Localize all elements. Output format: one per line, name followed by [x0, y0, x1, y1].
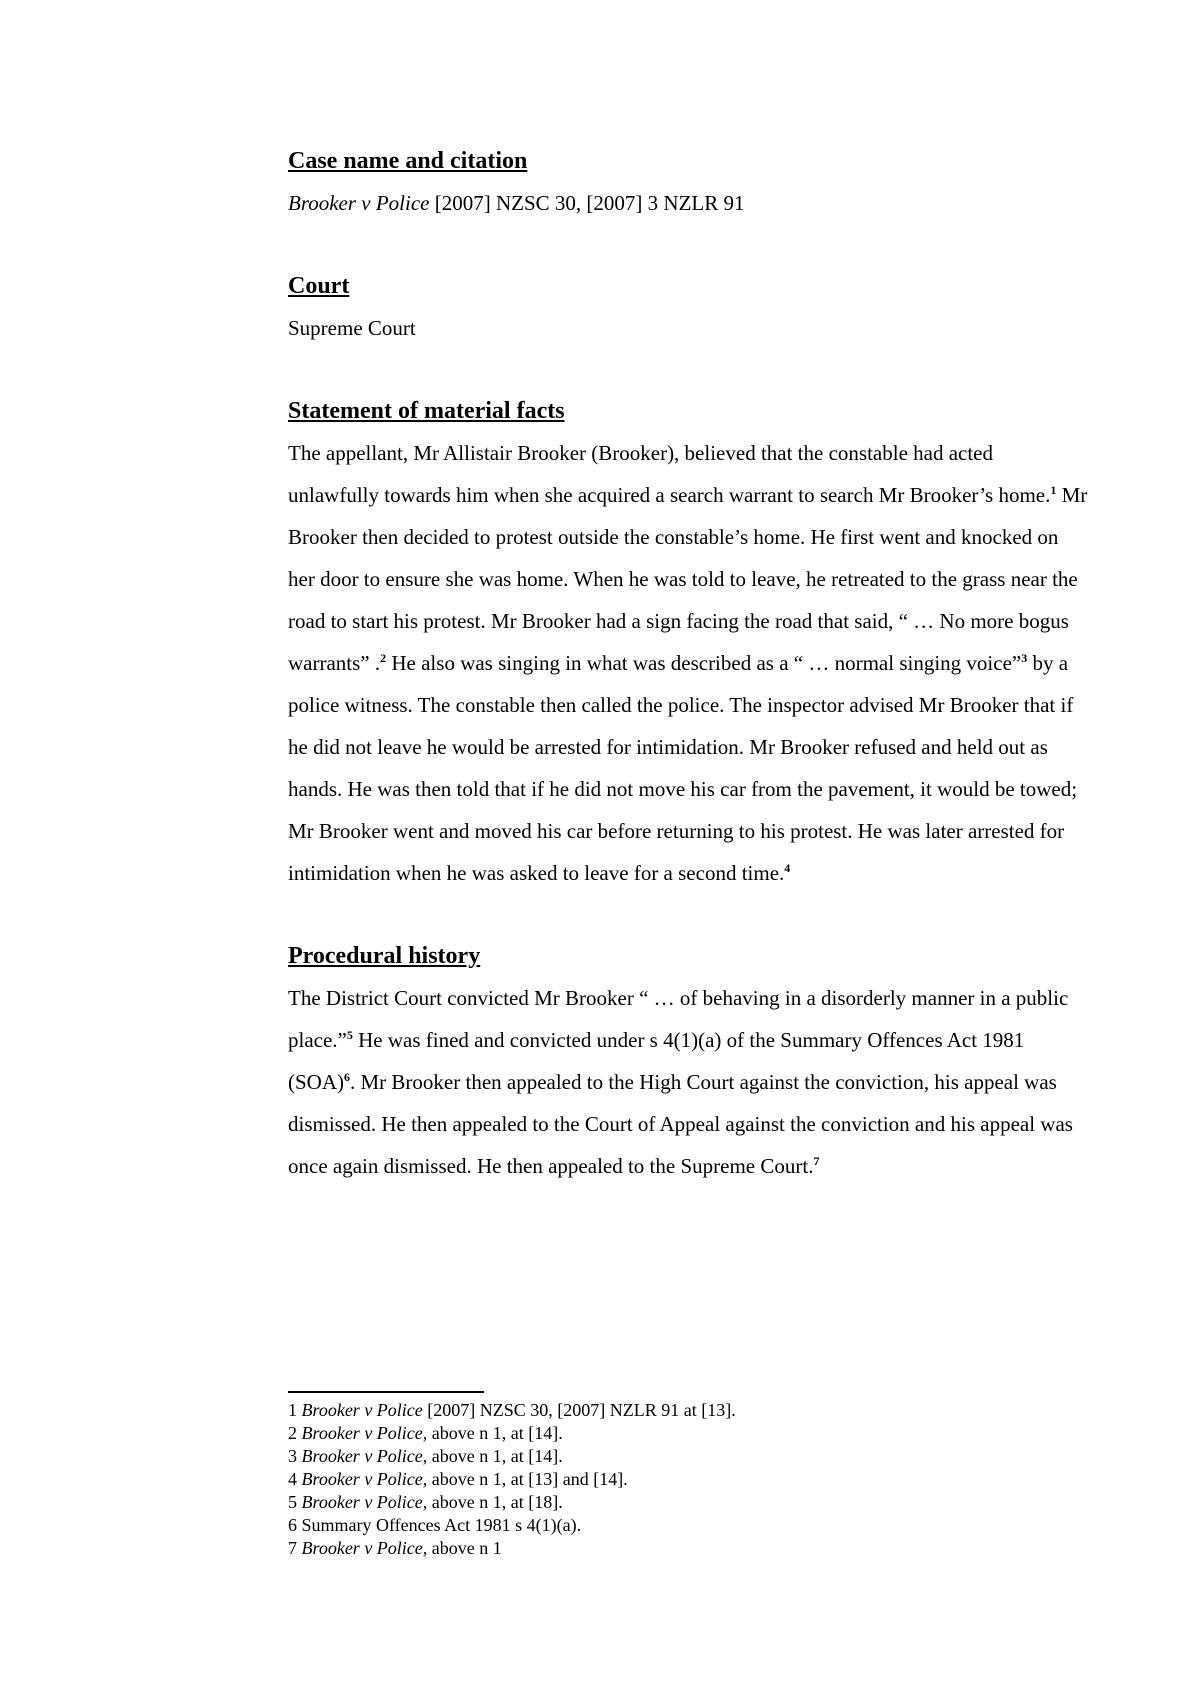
- history-text-2: He was fined and convicted under s 4(1)(a) of the Summary Offences Act 1981 (SOA): [288, 1028, 1025, 1094]
- footnote-text: above n 1, at [14].: [427, 1423, 563, 1443]
- footnote-ref[interactable]: 1: [1050, 483, 1057, 497]
- footnote-ref[interactable]: 2: [380, 651, 387, 665]
- footnotes: [288, 1391, 1088, 1560]
- footnote-text: above n 1: [427, 1538, 502, 1558]
- facts-text-1: The appellant, Mr Allistair Brooker (Brooker), believed that the constable had acted unlawfully towards him when she acquired a search warrant to search Mr Brooker’s home.: [288, 441, 1051, 507]
- footnote-item: [288, 1422, 1088, 1445]
- history-text-1: The District Court convicted Mr Brooker “ … of behaving in a disorderly manner in a public place.”: [288, 986, 1069, 1052]
- history-section: [288, 935, 1088, 1187]
- history-heading: Procedural history: [288, 943, 481, 969]
- footnote-number: 7: [288, 1538, 297, 1558]
- history-text-3: . Mr Brooker then appealed to the High Court against the conviction, his appeal was dismissed. He then appealed to the Court of Appeal against the conviction and his appeal was once again dismissed. He then appealed to the Supreme Court.: [288, 1070, 1073, 1178]
- footnote-number: 5: [288, 1492, 297, 1512]
- footnote-item: [288, 1491, 1088, 1514]
- footnote-ref[interactable]: 3: [1021, 651, 1028, 665]
- footnote-item: [288, 1445, 1088, 1468]
- footnote-separator: [288, 1391, 484, 1393]
- court-text: Supreme Court: [288, 316, 416, 340]
- footnote-ref[interactable]: 4: [784, 861, 791, 875]
- footnote-text: above n 1, at [14].: [427, 1446, 563, 1466]
- footnote-text: above n 1, at [18].: [427, 1492, 563, 1512]
- footnote-text: [2007] NZSC 30, [2007] NZLR 91 at [13].: [422, 1400, 736, 1420]
- footnote-case: Brooker v Police,: [301, 1423, 428, 1443]
- case-section: [288, 140, 1088, 224]
- document-body: [288, 140, 1088, 1207]
- footnote-item: [288, 1514, 1088, 1537]
- footnote-text: Summary Offences Act 1981 s 4(1)(a).: [301, 1515, 582, 1535]
- footnote-number: 3: [288, 1446, 297, 1466]
- facts-text-2: Mr Brooker then decided to protest outside the constable’s home. He first went and knocked on her door to ensure she was home. When he was told to leave, he retreated to the grass near the road to start his protest. Mr Brooker had a sign facing the road that said, “ … No more bogus warrants” .: [288, 483, 1088, 675]
- footnote-ref[interactable]: 7: [813, 1154, 820, 1168]
- facts-text-3: He also was singing in what was described as a “ … normal singing voice”: [386, 651, 1022, 675]
- case-name: Brooker v Police: [288, 191, 430, 215]
- footnote-ref[interactable]: 5: [346, 1028, 353, 1042]
- case-heading: Case name and citation: [288, 148, 528, 174]
- footnote-item: [288, 1537, 1088, 1560]
- footnote-case: Brooker v Police,: [301, 1446, 428, 1466]
- footnote-case: Brooker v Police,: [301, 1538, 428, 1558]
- facts-section: [288, 390, 1088, 894]
- footnote-case: Brooker v Police,: [301, 1492, 428, 1512]
- history-paragraph: [288, 977, 1088, 1187]
- footnote-ref[interactable]: 6: [344, 1070, 350, 1084]
- court-heading: Court: [288, 273, 350, 299]
- footnote-number: 1: [288, 1400, 297, 1420]
- footnote-item: [288, 1468, 1088, 1491]
- footnote-case: Brooker v Police: [301, 1400, 423, 1420]
- facts-paragraph: [288, 432, 1088, 894]
- case-citation: [288, 182, 1088, 224]
- court-section: [288, 265, 1088, 349]
- footnote-case: Brooker v Police,: [301, 1469, 428, 1489]
- facts-text-4: by a police witness. The constable then called the police. The inspector advised Mr Brooker that if he did not leave he would be arrested for intimidation. Mr Brooker refused and held out as hands. He was then told that if he did not move his car from the pavement, it would be towed; Mr Brooker went and moved his car before returning to his protest. He was later arrested for intimidation when he was asked to leave for a second time.: [288, 651, 1078, 885]
- footnote-number: 2: [288, 1423, 297, 1443]
- footnote-item: [288, 1399, 1088, 1422]
- citation-text: [2007] NZSC 30, [2007] 3 NZLR 91: [429, 191, 745, 215]
- footnote-number: 4: [288, 1469, 297, 1489]
- footnote-number: 6: [288, 1515, 297, 1535]
- facts-heading: Statement of material facts: [288, 398, 565, 424]
- footnote-text: above n 1, at [13] and [14].: [427, 1469, 628, 1489]
